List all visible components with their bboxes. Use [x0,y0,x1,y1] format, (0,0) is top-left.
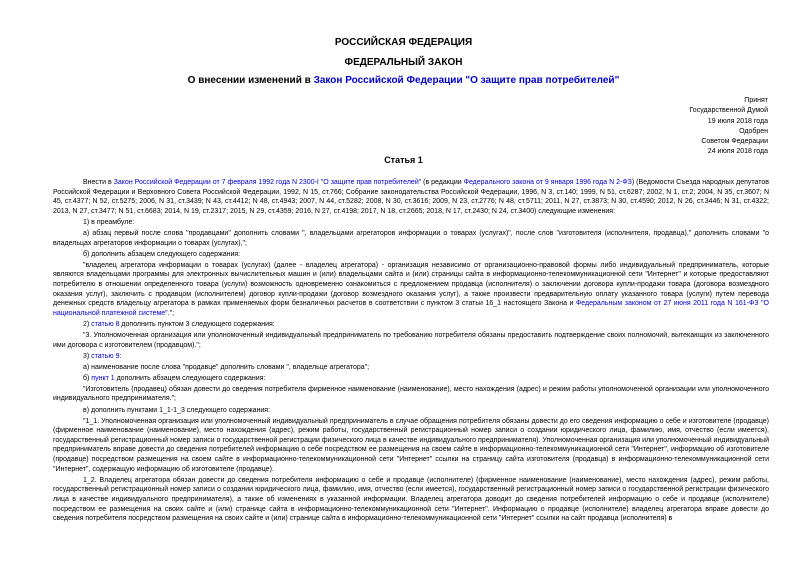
paragraph [53,374,769,384]
acceptance-block [628,96,768,158]
paragraph: 1_2. Владелец агрегатора обязан довести до сведения потребителя информацию о себе и продавце (исполнителе) (фирменное наименование (наименование), место нахождения (адрес), режим работы, государственный регистрационный номер записи о создании юридического лица, фамилию, имя, отчество (если имеется), государственный регистрационный номер записи о государственной регистрации физического лица в качестве индивидуального предпринимателя), а также об изменениях в указанной информации. Владелец агрегатора доводит до сведения потребителей информацию о себе и продавце (исполнителе) посредством ее размещения на своих сайте и (или) странице сайта в информационно-телекоммуникационной сети "Интернет". Информацию о продавце (исполнителе) владелец агрегатора вправе довести до сведения потребителя посредством размещения на своих сайте и (или) странице сайта в информационно-телекоммуникационной сети "Интернет" ссылки на сайт продавца (исполнителя) в [53,476,769,523]
text: 2) [83,320,92,328]
text: Внести в [83,179,114,186]
paragraph [53,352,769,362]
paragraph: а) наименование после слова "продавце" дополнить словами ", владельце агрегатора"; [83,363,370,371]
text: б) [83,374,92,382]
approved-by: Советом Федерации [701,138,768,146]
article-link[interactable]: статью 8 [91,320,120,328]
clause-link[interactable]: пункт 1 [91,374,115,382]
approved-label: Одобрен [739,127,768,135]
text: (в редакции [421,179,464,186]
document-body [53,178,769,524]
accepted-by: Государственной Думой [689,107,768,115]
paragraph: "1_1. Уполномоченная организация или уполномоченный индивидуальный предприниматель в случае обращения потребителя обязаны довести до его сведения информацию о себе и изготовителе (продавце) (фирменное наименование (наименование), место нахождения (адрес), режим работы, государственный регистрационный номер записи о создании юридического лица, фамилию, имя, отчество (если имеется), государственный регистрационный номер записи о государственной регистрации физического лица в качестве индивидуального предпринимателя). Уполномоченная организация или уполномоченный индивидуальный предприниматель вправе довести до сведения потребителей информацию о себе посредством ее размещения на своем сайте в информационно-телекоммуникационной сети "Интернет", информацию об изготовителе (продавце) посредством размещения на своем сайте в информационно-телекоммуникационной сети "Интернет" ссылки на страницу сайта изготовителя (продавца) в информационно-телекоммуникационной сети "Интернет", содержащую информацию об изготовителе (продавце). [53,417,769,473]
law-type-title: ФЕДЕРАЛЬНЫЙ ЗАКОН [344,57,463,68]
paragraph: "Изготовитель (продавец) обязан довести до сведения потребителя фирменное наименование (наименование), место нахождения (адрес) и режим работы уполномоченной организации или уполномоченного индивидуального предпринимателя."; [53,385,769,403]
law-link[interactable]: Федеральным законом от 27 июня 2011 года N 161-ФЗ "О национальной платежной системе" [53,300,769,317]
article-link[interactable]: статью 9 [91,352,120,360]
accepted-label: Принят [744,97,768,104]
paragraph: в) дополнить пунктами 1_1-1_3 следующего содержания: [83,406,271,414]
approved-date: 24 июля 2018 года [707,148,768,156]
text: : [119,352,122,360]
country-title: РОССИЙСКАЯ ФЕДЕРАЦИЯ [334,37,473,48]
paragraph: "3. Уполномоченная организация или уполномоченный индивидуальный предприниматель по требованию потребителя обязаны предоставить подтверждение своих полномочий, вытекающих из заключенного ими договора с изготовителем (продавцом)."; [53,331,769,349]
text: "владелец агрегатора информации о товарах (услугах) (далее - владелец агрегатора) - организация независимо от организационно-правовой формы либо индивидуальный предприниматель, которые являются владельцами программы для электронных вычислительных машин и (или) владельцами сайта и (или) страницы сайта в информационно-телекоммуникационной сети "Интернет" и которые предоставляют потребителю в отношении определенного товара (услуги) возможность одновременно ознакомиться с предложением продавца (исполнителя) о заключении договора купли-продажи товара (договора возмездного оказания услуг), заключить с продавцом (исполнителем) договор купли-продажи (договор возмездного оказания услуг), а также произвести предварительную оплату указанного товара (услуги) путем перевода денежных средств владельцу агрегатора в рамках применяемых форм безналичных расчетов в соответствии с пунктом 3 статьи 16_1 настоящего Закона и [53,261,769,308]
paragraph [53,261,769,319]
law-link[interactable]: Закон Российской Федерации от 7 февраля 1992 года N 2300-I "О защите прав потребителей" [113,179,422,186]
accepted-date: 19 июля 2018 года [707,117,768,125]
law-title-link[interactable]: Закон Российской Федерации "О защите прав потребителей" [313,75,620,86]
paragraph [53,320,769,330]
paragraph: а) абзац первый после слова "продавцами" дополнить словами ", владельцами агрегаторов информации о товарах (услугах)", после слов "изготовителя (исполнителя, продавца)," дополнить словами "о владельцах агрегаторов информации о товарах (услугах),"; [53,229,769,247]
text: 3) [83,352,92,360]
paragraph: б) дополнить абзацем следующего содержания: [83,250,241,258]
text: дополнить пунктом 3 следующего содержания: [119,320,275,328]
law-title [0,75,807,86]
text: ."; [167,309,175,317]
text: дополнить абзацем следующего содержания: [114,374,266,382]
law-link[interactable]: Федерального закона от 9 января 1996 года N 2-ФЗ [463,179,632,186]
text: ) (Ведомости Съезда народных депутатов Российской Федерации и Верховного Совета Российской Федерации, 1992, N 15, ст.766; Собрание законодательства Российской Федерации, 1996, N 3, ст.140; 1999, N 51, ст.6287; 2002, N 1, ст.2; 2004, N 35, ст.3607; N 45, ст.4377; N 52, ст.5275; 2006, N 31, ст.3439; N 43, ст.4412; N 48, ст.4943; 2007, N 44, ст.5282; 2008, N 30, ст.3616; 2009, N 23, ст.2776; N 48, ст.5711; 2011, N 27, ст.3873; N 30, ст.4590; 2012, N 26, ст.3446; N 31, ст.4322; 2013, N 27, ст.3477; N 51, ст.6683; 2014, N 19, ст.2317; 2015, N 29, ст.4359; 2016, N 27, ст.4198; 2017, N 18, ст.2665; 2018, N 17, ст.2430; N 24, ст.3400) следующие изменения: [53,179,769,215]
law-title-prefix: О внесении изменений в [187,75,314,86]
paragraph: 1) в преамбуле: [83,218,135,226]
article-title: Статья 1 [384,155,423,165]
paragraph [53,178,769,216]
